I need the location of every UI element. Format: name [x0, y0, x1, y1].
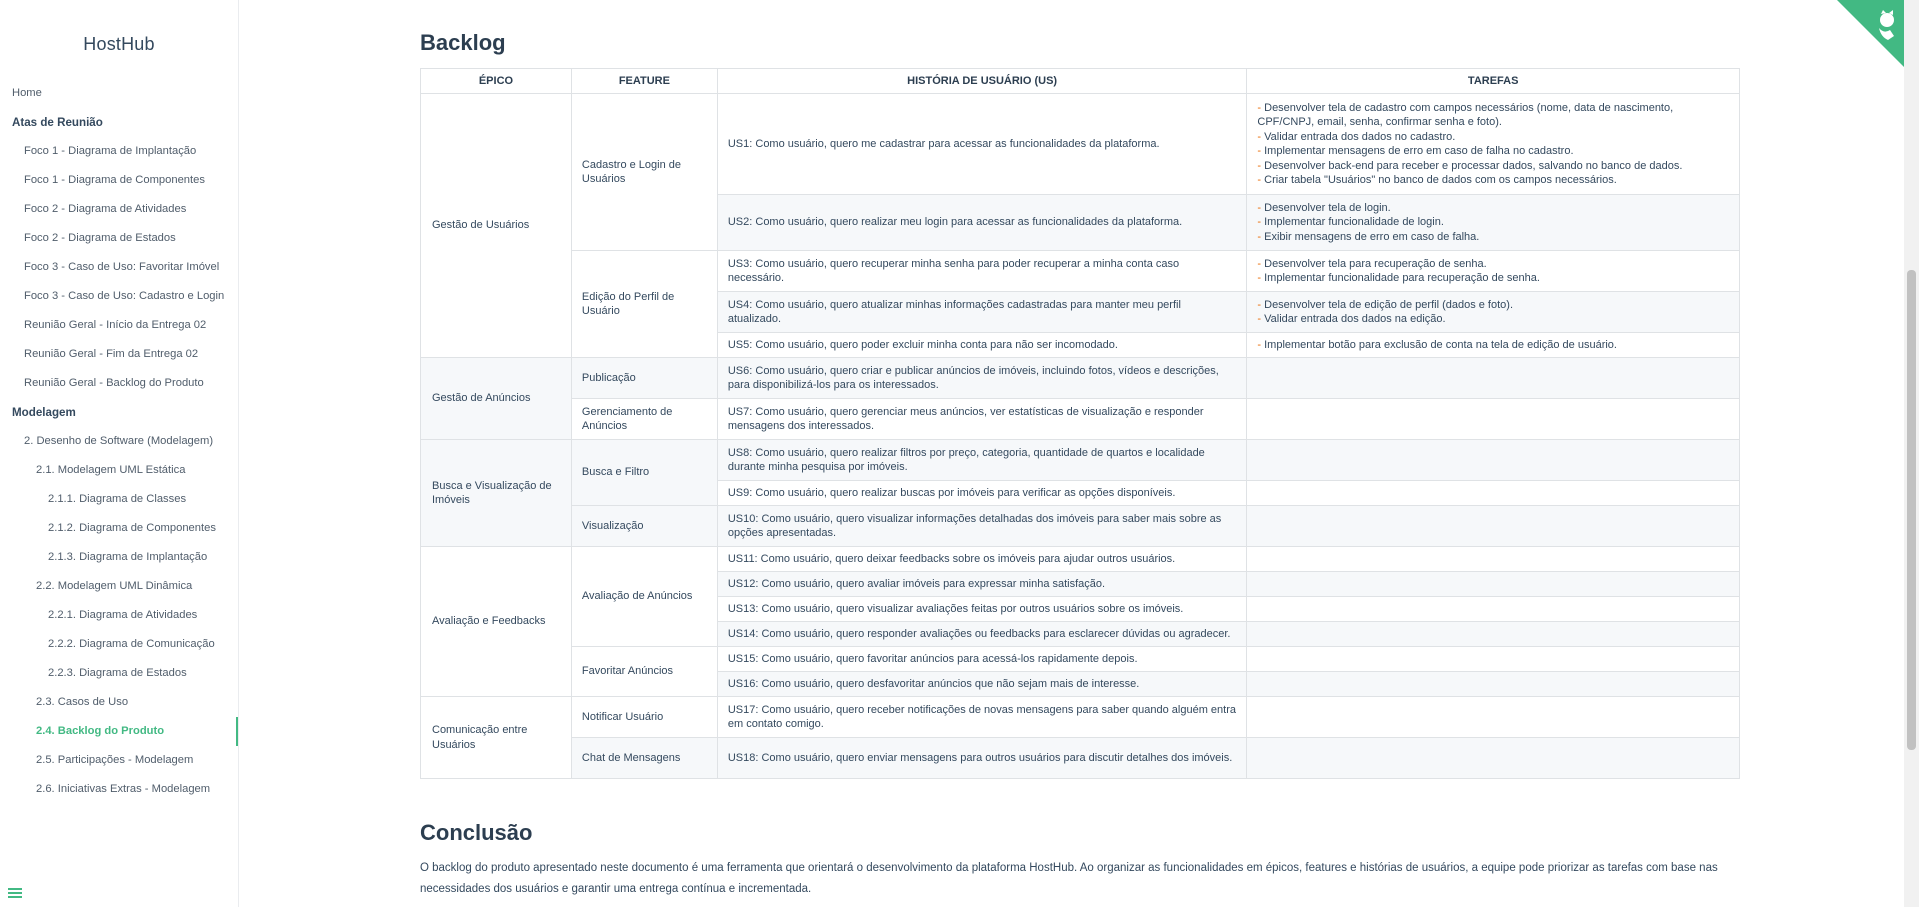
story-cell: US16: Como usuário, quero desfavoritar anúncios que não sejam mais de interesse.: [717, 672, 1247, 697]
feature-cell: Notificar Usuário: [571, 697, 717, 738]
sidebar-item-backlog-produto[interactable]: 2.4. Backlog do Produto: [0, 717, 238, 746]
table-header-row: [421, 69, 1740, 94]
sidebar-item-foco3-favoritar[interactable]: Foco 3 - Caso de Uso: Favoritar Imóvel: [24, 261, 220, 273]
sidebar: [0, 0, 239, 907]
github-octocat-icon[interactable]: [1837, 0, 1904, 67]
feature-cell: Chat de Mensagens: [571, 738, 717, 779]
task-item: - Desenvolver tela para recuperação de senha.: [1257, 257, 1487, 270]
feature-cell: Visualização: [571, 506, 717, 547]
sidebar-item-foco1-componentes[interactable]: Foco 1 - Diagrama de Componentes: [24, 174, 205, 186]
tasks-cell: [1247, 597, 1740, 622]
tasks-cell: [1247, 358, 1740, 399]
table-row: [421, 697, 1740, 738]
conclusion-text: O backlog do produto apresentado neste documento é uma ferramenta que orientará o desenvolvimento da plataforma HostHub. Ao organizar as funcionalidades em épicos, features e histórias de usuários, a equipe pode priorizar as tarefas com base nas necessidades dos usuários e garantir uma entrega contínua e incrementada.: [420, 862, 1718, 895]
tasks-cell: [1247, 399, 1740, 440]
table-row: [421, 358, 1740, 399]
tasks-cell: [1247, 672, 1740, 697]
tasks-cell: [1247, 647, 1740, 672]
tasks-cell: [1247, 547, 1740, 572]
story-cell: US3: Como usuário, quero recuperar minha senha para poder recuperar a minha conta caso necessário.: [717, 251, 1247, 292]
sidebar-item-modelagem[interactable]: Modelagem: [12, 406, 76, 419]
brand-title[interactable]: HostHub: [83, 34, 155, 54]
page-title: Backlog: [420, 30, 506, 55]
feature-cell: Avaliação de Anúncios: [571, 547, 717, 647]
tasks-cell: [1247, 251, 1740, 292]
sidebar-nav: [0, 79, 238, 804]
task-item: - Criar tabela "Usuários" no banco de dados com os campos necessários.: [1257, 174, 1617, 186]
header-tarefas: TAREFAS: [1247, 69, 1740, 94]
epic-cell: Comunicação entre Usuários: [421, 697, 572, 779]
story-cell: US2: Como usuário, quero realizar meu login para acessar as funcionalidades da plataforma.: [717, 195, 1247, 251]
tasks-cell: [1247, 506, 1740, 547]
story-cell: US17: Como usuário, quero receber notificações de novas mensagens para saber quando alguém entra em contato comigo.: [717, 697, 1247, 738]
story-cell: US7: Como usuário, quero gerenciar meus anúncios, ver estatísticas de visualização e responder mensagens dos interessados.: [717, 399, 1247, 440]
task-item: - Desenvolver tela de cadastro com campos necessários (nome, data de nascimento, CPF/CNPJ, email, senha, confirmar senha e foto).: [1257, 101, 1674, 128]
story-cell: US9: Como usuário, quero realizar buscas por imóveis para verificar as opções disponíveis.: [717, 481, 1247, 506]
story-cell: US13: Como usuário, quero visualizar avaliações feitas por outros usuários sobre os imóveis.: [717, 597, 1247, 622]
table-row: [421, 547, 1740, 572]
task-item: - Desenvolver tela de login.: [1257, 201, 1391, 214]
story-cell: US1: Como usuário, quero me cadastrar para acessar as funcionalidades da plataforma.: [717, 94, 1247, 195]
story-cell: US15: Como usuário, quero favoritar anúncios para acessá-los rapidamente depois.: [717, 647, 1247, 672]
tasks-cell: [1247, 440, 1740, 481]
feature-cell: Publicação: [571, 358, 717, 399]
page-scrollbar[interactable]: [1904, 0, 1919, 907]
sidebar-item-desenho-software[interactable]: 2. Desenho de Software (Modelagem): [24, 435, 214, 447]
epic-cell: Busca e Visualização de Imóveis: [421, 440, 572, 547]
story-cell: US6: Como usuário, quero criar e publicar anúncios de imóveis, incluindo fotos, vídeos e descrições, para disponibilizá-los para os interessados.: [717, 358, 1247, 399]
sidebar-item-atas-de-reuniao[interactable]: Atas de Reunião: [12, 116, 103, 129]
task-item: - Implementar botão para exclusão de conta na tela de edição de usuário.: [1257, 338, 1617, 351]
sidebar-item-diagrama-implantacao[interactable]: 2.1.3. Diagrama de Implantação: [48, 551, 208, 563]
epic-cell: Gestão de Anúncios: [421, 358, 572, 440]
sidebar-item-foco1-implantacao[interactable]: Foco 1 - Diagrama de Implantação: [24, 145, 197, 157]
task-item: - Implementar funcionalidade de login.: [1257, 216, 1444, 229]
sidebar-item-foco2-atividades[interactable]: Foco 2 - Diagrama de Atividades: [24, 203, 187, 215]
hamburger-menu-icon[interactable]: [8, 888, 22, 898]
sidebar-item-reuniao-backlog[interactable]: Reunião Geral - Backlog do Produto: [24, 377, 204, 389]
tasks-cell: [1247, 697, 1740, 738]
story-cell: US4: Como usuário, quero atualizar minhas informações cadastradas para manter meu perfil atualizado.: [717, 292, 1247, 333]
story-cell: US12: Como usuário, quero avaliar imóveis para expressar minha satisfação.: [717, 572, 1247, 597]
story-cell: US10: Como usuário, quero visualizar informações detalhadas dos imóveis para saber mais sobre as opções apresentadas.: [717, 506, 1247, 547]
table-row: [421, 440, 1740, 481]
story-cell: US14: Como usuário, quero responder avaliações ou feedbacks para esclarecer dúvidas ou agradecer.: [717, 622, 1247, 647]
backlog-table: [420, 68, 1740, 779]
tasks-cell: [1247, 572, 1740, 597]
sidebar-item-uml-estatica[interactable]: 2.1. Modelagem UML Estática: [36, 464, 186, 476]
epic-cell: Avaliação e Feedbacks: [421, 547, 572, 697]
tasks-cell: [1247, 738, 1740, 779]
feature-cell: Edição do Perfil de Usuário: [571, 251, 717, 358]
task-item: - Implementar mensagens de erro em caso de falha no cadastro.: [1257, 145, 1574, 157]
feature-cell: Cadastro e Login de Usuários: [571, 94, 717, 251]
sidebar-item-foco2-estados[interactable]: Foco 2 - Diagrama de Estados: [24, 232, 176, 244]
sidebar-item-reuniao-fim[interactable]: Reunião Geral - Fim da Entrega 02: [24, 348, 199, 360]
sidebar-item-iniciativas-extras[interactable]: 2.6. Iniciativas Extras - Modelagem: [36, 783, 211, 795]
sidebar-item-diagrama-estados[interactable]: 2.2.3. Diagrama de Estados: [48, 667, 187, 679]
epic-cell: Gestão de Usuários: [421, 94, 572, 358]
tasks-cell: [1247, 195, 1740, 251]
table-row: [421, 738, 1740, 779]
feature-cell: Favoritar Anúncios: [571, 647, 717, 697]
sidebar-item-participacoes[interactable]: 2.5. Participações - Modelagem: [36, 754, 194, 766]
scrollbar-thumb[interactable]: [1907, 270, 1916, 750]
task-item: - Exibir mensagens de erro em caso de falha.: [1257, 230, 1480, 243]
sidebar-item-uml-dinamica[interactable]: 2.2. Modelagem UML Dinâmica: [36, 580, 193, 592]
feature-cell: Gerenciamento de Anúncios: [571, 399, 717, 440]
task-item: - Validar entrada dos dados no cadastro.: [1257, 130, 1456, 143]
table-row: [421, 506, 1740, 547]
sidebar-item-diagrama-comunicacao[interactable]: 2.2.2. Diagrama de Comunicação: [48, 638, 215, 650]
tasks-cell: [1247, 622, 1740, 647]
conclusion-title: Conclusão: [420, 820, 533, 845]
table-row: [421, 251, 1740, 292]
sidebar-item-reuniao-inicio[interactable]: Reunião Geral - Início da Entrega 02: [24, 319, 207, 331]
header-feature: FEATURE: [571, 69, 717, 94]
tasks-cell: [1247, 94, 1740, 195]
sidebar-item-casos-de-uso[interactable]: 2.3. Casos de Uso: [36, 696, 129, 708]
story-cell: US11: Como usuário, quero deixar feedbacks sobre os imóveis para ajudar outros usuários.: [717, 547, 1247, 572]
task-item: - Implementar funcionalidade para recuperação de senha.: [1257, 272, 1540, 284]
task-item: - Desenvolver back-end para receber e processar dados, salvando no banco de dados.: [1257, 159, 1683, 172]
sidebar-item-diagrama-atividades[interactable]: 2.2.1. Diagrama de Atividades: [48, 609, 198, 621]
task-item: - Validar entrada dos dados na edição.: [1257, 313, 1446, 325]
sidebar-item-diagrama-classes[interactable]: 2.1.1. Diagrama de Classes: [48, 493, 187, 505]
tasks-cell: [1247, 292, 1740, 333]
header-historia: HISTÓRIA DE USUÁRIO (US): [717, 69, 1247, 94]
tasks-cell: [1247, 333, 1740, 358]
task-item: - Desenvolver tela de edição de perfil (dados e foto).: [1257, 298, 1513, 311]
sidebar-item-home[interactable]: Home: [12, 87, 42, 99]
table-row: [421, 647, 1740, 672]
story-cell: US18: Como usuário, quero enviar mensagens para outros usuários para discutir detalhes dos imóveis.: [717, 738, 1247, 779]
story-cell: US5: Como usuário, quero poder excluir minha conta para não ser incomodado.: [717, 333, 1247, 358]
story-cell: US8: Como usuário, quero realizar filtros por preço, categoria, quantidade de quartos e localidade durante minha pesquisa por imóveis.: [717, 440, 1247, 481]
tasks-cell: [1247, 481, 1740, 506]
feature-cell: Busca e Filtro: [571, 440, 717, 506]
sidebar-item-foco3-cadastro[interactable]: Foco 3 - Caso de Uso: Cadastro e Login: [24, 290, 225, 302]
table-row: [421, 399, 1740, 440]
table-row: [421, 94, 1740, 195]
header-epico: ÉPICO: [421, 69, 572, 94]
sidebar-item-diagrama-componentes[interactable]: 2.1.2. Diagrama de Componentes: [48, 522, 216, 534]
